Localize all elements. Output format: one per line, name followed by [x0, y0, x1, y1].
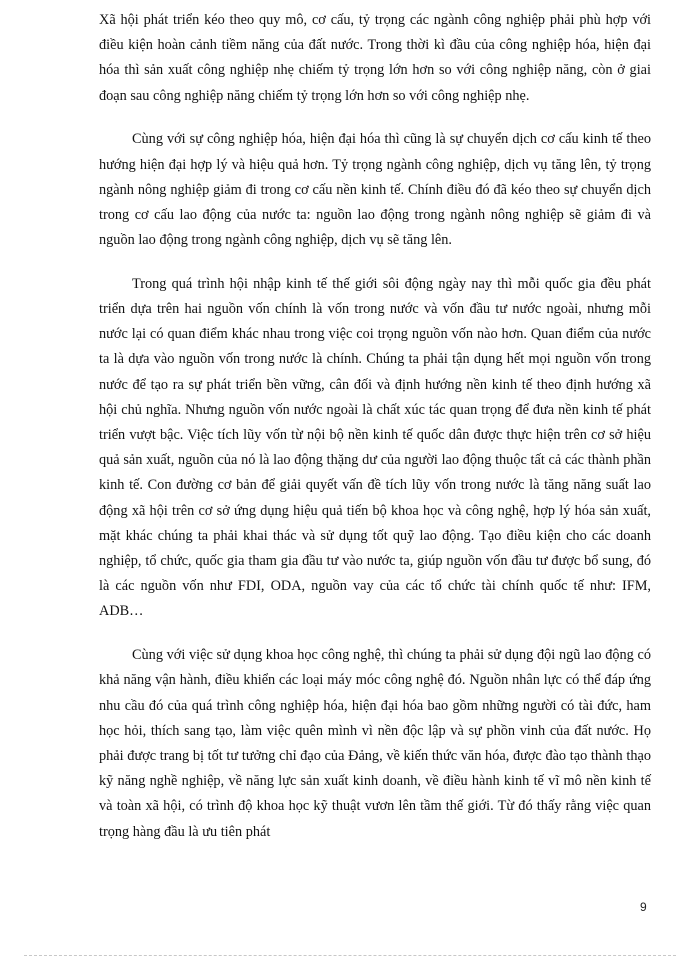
page-bottom-border	[24, 955, 676, 956]
paragraph-1: Xã hội phát triển kéo theo quy mô, cơ cấu, tỷ trọng các ngành công nghiệp phải phù hợp với điều kiện hoàn cảnh tiềm năng của đất nước. Trong thời kì đầu của công nghiệp hóa, hiện đại hóa thì sản xuất công nghiệp nhẹ chiếm tỷ trọng lớn hơn so với công nghiệp năng, còn ở giai đoạn sau công nghiệp năng chiếm tỷ trọng lớn hơn so với công nghiệp nhẹ.	[99, 12, 651, 104]
paragraph-2: Cùng với sự công nghiệp hóa, hiện đại hóa thì cũng là sự chuyển dịch cơ cấu kinh tế theo hướng hiện đại hợp lý và hiệu quả hơn. Tỷ trọng ngành công nghiệp, dịch vụ tăng lên, tỷ trọng ngành nông nghiệp giảm đi trong cơ cấu nền kinh tế. Chính điều đó đã kéo theo sự chuyển dịch trong cơ cấu lao động của nước ta: nguồn lao động trong ngành nông nghiệp sẽ giảm đi và nguồn lao động trong ngành công nghiệp, dịch vụ sẽ tăng lên.	[99, 131, 651, 249]
page-number: 9	[640, 900, 647, 914]
paragraph-4: Cùng với việc sử dụng khoa học công nghệ, thì chúng ta phải sử dụng đội ngũ lao động có khả năng vận hành, điều khiển các loại máy móc công nghệ đó. Nguồn nhân lực có thể đáp ứng nhu cầu đó của quá trình công nghiệp hóa, hiện đại hóa bao gồm những người có tài đức, ham học hỏi, thích sang tạo, làm việc quên mình vì nền độc lập và sự phồn vinh của đất nước. Họ phải được trang bị tốt tư tưởng chỉ đạo của Đảng, về kiến thức văn hóa, được đào tạo thành thạo kỹ năng nghề nghiệp, về năng lực sản xuất kinh doanh, về điều hành kinh tế vĩ mô nền kinh tế và toàn xã hội, có trình độ khoa học kỹ thuật vươn lên tầm thế giới. Từ đó thấy rằng việc quan trọng hàng đầu là ưu tiên phát	[99, 647, 651, 840]
paragraph-3: Trong quá trình hội nhập kinh tế thế giới sôi động ngày nay thì mỗi quốc gia đều phát triển dựa trên hai nguồn vốn chính là vốn trong nước và vốn đầu tư nước ngoài, nhưng mỗi nước lại có quan điểm khác nhau trong việc coi trọng nguồn vốn nào hơn. Quan điểm của nước ta là dựa vào nguồn vốn trong nước là chính. Chúng ta phải tận dụng hết mọi nguồn vốn trong nước để tạo ra sự phát triển bền vững, cân đối và định hướng nền kinh tế theo định hướng xã hội chủ nghĩa. Nhưng nguồn vốn nước ngoài là chất xúc tác quan trọng để đưa nền kinh tế phát triển vượt bậc. Việc tích lũy vốn từ nội bộ nền kinh tế quốc dân được thực hiện trên cơ sở hiệu quả sản xuất, nguồn của nó là lao động thặng dư của người lao động thuộc tất cả các thành phần kinh tế. Con đường cơ bản để giải quyết vấn đề tích lũy vốn trong nước là tăng năng suất lao động xã hội trên cơ sở ứng dụng hiệu quả tiến bộ khoa học và công nghệ, hợp lý hóa sản xuất, mặt khác chúng ta phải khai thác và sử dụng tốt quỹ lao động. Tạo điều kiện cho các doanh nghiệp, tổ chức, quốc gia tham gia đầu tư vào nước ta, giúp nguồn vốn đầu tư được bổ sung, đó là các nguồn vốn như FDI, ODA, nguồn vay của các tổ chức tài chính quốc tế như: IFM, ADB…	[99, 275, 651, 620]
document-page	[99, 8, 651, 863]
